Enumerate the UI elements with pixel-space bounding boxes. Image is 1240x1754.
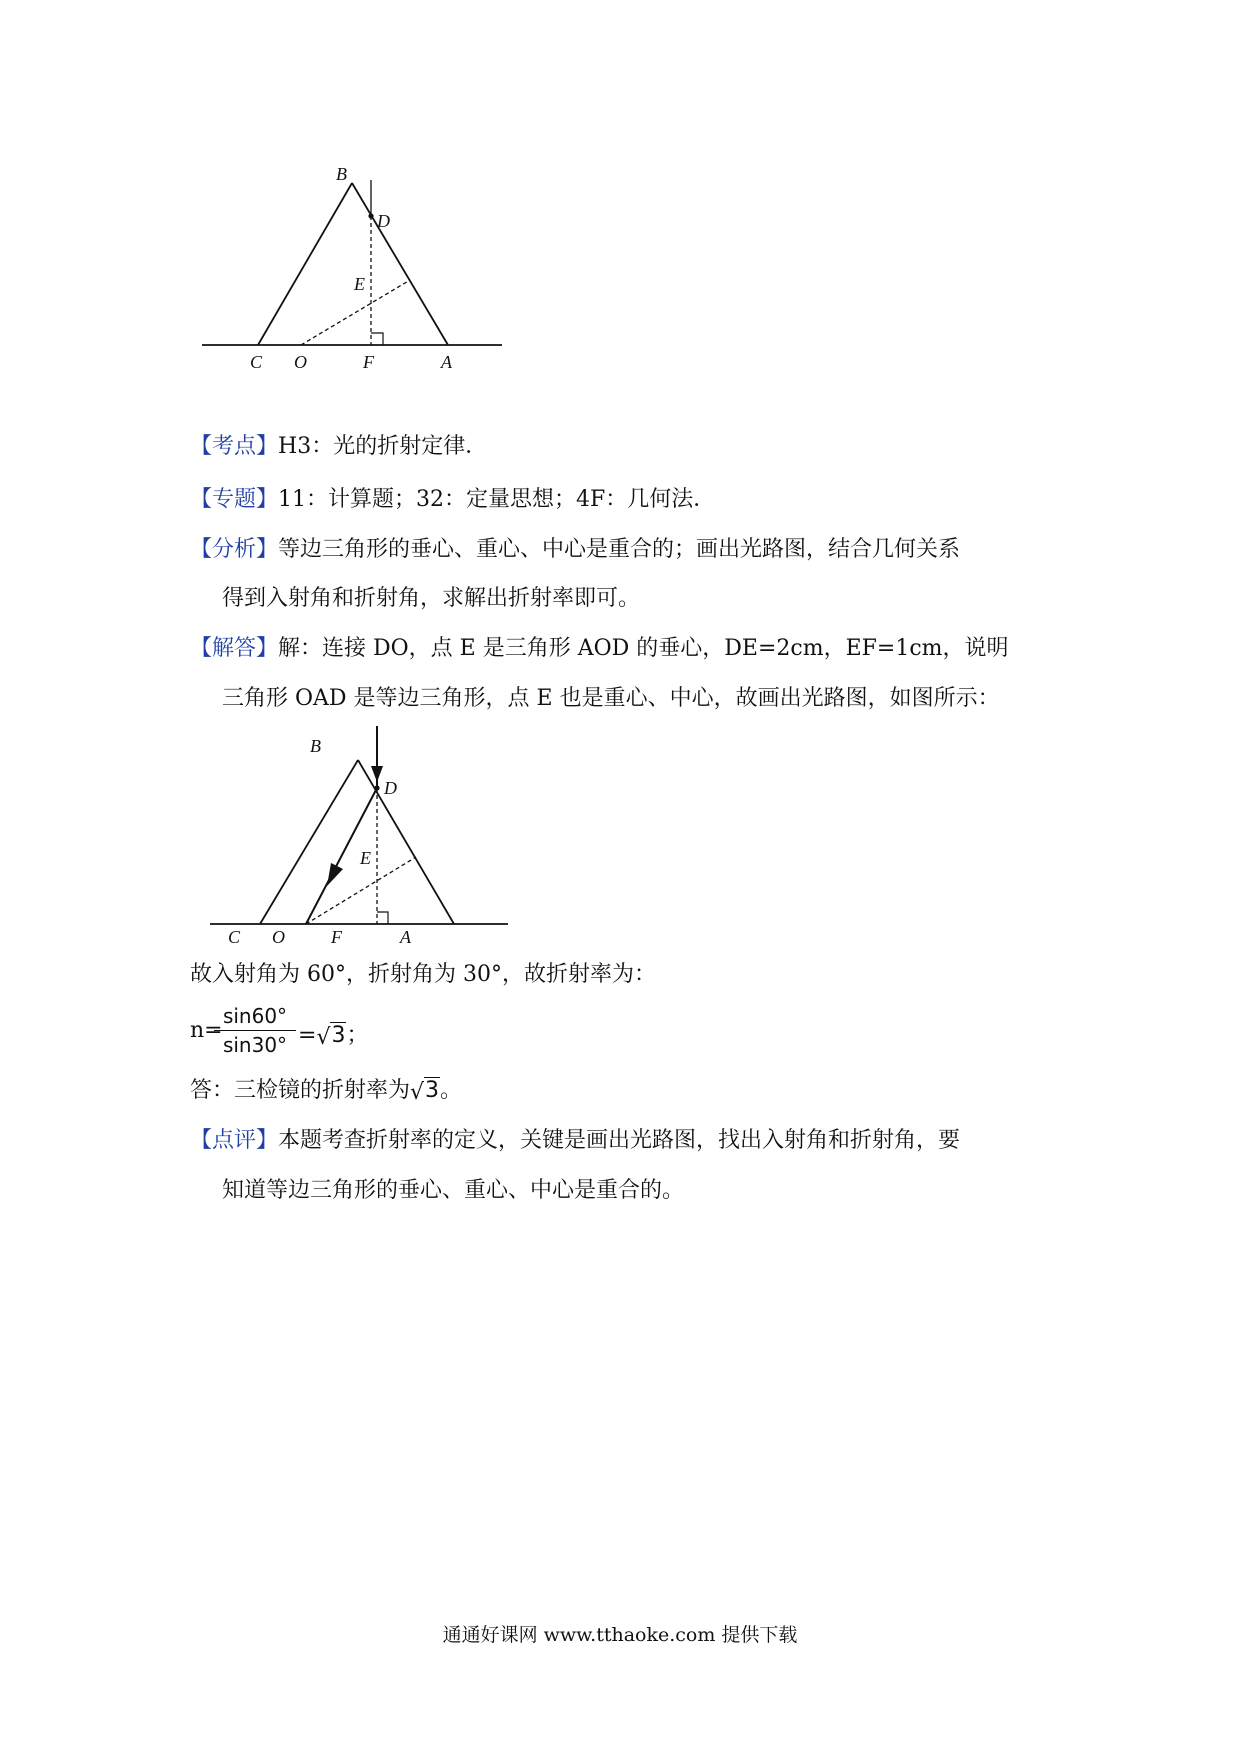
answer-sqrt — [410, 1076, 440, 1106]
answer-sqrt-sign: √ — [410, 1080, 425, 1105]
jieda-tag: 【解答】 — [190, 636, 279, 661]
label-b-2: B — [310, 736, 321, 756]
formula-denominator: sin30° — [222, 1033, 288, 1057]
label-f: F — [363, 352, 374, 372]
label-b: B — [336, 164, 347, 184]
kaodian-line — [190, 432, 487, 462]
kaodian-tag: 【考点】 — [190, 434, 279, 459]
jieda-text-1: 解：连接 DO，点 E 是三角形 AOD 的垂心，DE=2cm，EF=1cm，说明 — [278, 636, 1009, 661]
geometry-diagram-1 — [180, 150, 510, 380]
label-e: E — [354, 274, 365, 294]
right-angle-mark-2 — [377, 912, 388, 924]
point-d-2 — [374, 785, 379, 790]
label-f-2: F — [331, 927, 342, 947]
side-cb-2 — [260, 760, 358, 924]
angles-line: 故入射角为 60°，折射角为 30°，故折射率为： — [190, 962, 656, 987]
label-a-2: A — [400, 927, 411, 947]
sqrt-sign: √ — [316, 1025, 331, 1050]
formula-rhs — [298, 1018, 368, 1049]
formula-end: ； — [346, 1023, 369, 1048]
kaodian-text: H3：光的折射定律． — [278, 434, 488, 459]
jieda-line-2: 三角形 OAD 是等边三角形，点 E 也是重心、中心，故画出光路图，如图所示： — [222, 686, 1000, 711]
label-c: C — [250, 352, 263, 372]
zhuanti-text: 11：计算题；32：定量思想；4F：几何法． — [278, 487, 716, 512]
dianping-line-1 — [190, 1126, 960, 1156]
label-d: D — [377, 211, 390, 231]
light-path-diagram — [188, 722, 518, 952]
answer-sqrt-value: 3 — [425, 1078, 440, 1103]
answer-prefix: 答：三检镜的折射率为 — [190, 1078, 411, 1103]
fenxi-text-1: 等边三角形的垂心、重心、中心是重合的；画出光路图，结合几何关系 — [278, 537, 961, 562]
label-d-2: D — [384, 778, 397, 798]
dianping-line-2: 知道等边三角形的垂心、重心、中心是重合的。 — [222, 1178, 685, 1203]
page-footer: 通通好课网 www.tthaoke.com 提供下载 — [442, 1624, 798, 1646]
zhuanti-line — [190, 485, 715, 515]
label-c-2: C — [228, 927, 241, 947]
dianping-tag: 【点评】 — [190, 1128, 279, 1153]
figure-triangle-2 — [188, 722, 518, 952]
answer-line — [190, 1076, 462, 1106]
formula-sqrt — [316, 1023, 346, 1048]
refracted-arrow-icon — [327, 863, 343, 886]
sqrt-value: 3 — [331, 1023, 346, 1048]
side-ba-2 — [358, 760, 454, 924]
formula-numerator: sin60° — [222, 1004, 288, 1028]
answer-end: 。 — [440, 1078, 463, 1103]
label-a: A — [441, 352, 452, 372]
side-ba — [352, 183, 448, 345]
fenxi-line-2: 得到入射角和折射角，求解出折射率即可。 — [222, 586, 641, 611]
jieda-line-1 — [190, 634, 1009, 664]
label-e-2: E — [360, 848, 371, 868]
label-o: O — [294, 352, 307, 372]
right-angle-mark — [371, 333, 383, 345]
formula-fraction — [214, 1002, 296, 1059]
fenxi-tag: 【分析】 — [190, 537, 279, 562]
formula-eq: = — [298, 1023, 317, 1048]
figure-triangle-1 — [180, 150, 510, 380]
label-o-2: O — [272, 927, 285, 947]
zhuanti-tag: 【专题】 — [190, 487, 279, 512]
point-d — [368, 213, 373, 218]
formula-lhs: n= — [190, 1018, 223, 1043]
dianping-text-1: 本题考查折射率的定义，关键是画出光路图，找出入射角和折射角，要 — [278, 1128, 961, 1153]
fenxi-line-1 — [190, 535, 960, 565]
incident-arrow-icon — [371, 766, 383, 782]
side-cb — [258, 183, 352, 345]
